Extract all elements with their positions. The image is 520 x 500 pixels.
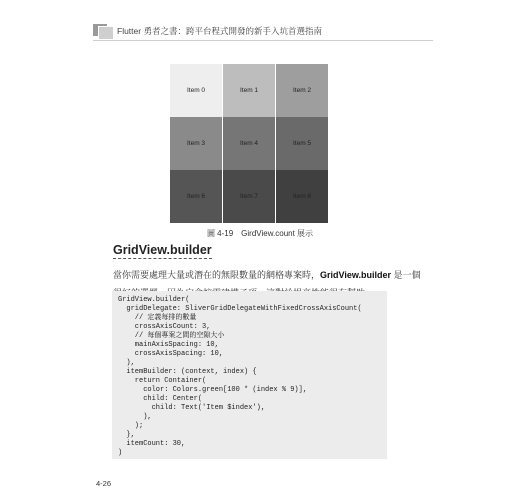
header-divider (93, 40, 433, 41)
paragraph-bold-term: GridView.builder (320, 270, 392, 280)
code-line: child: Text('Item $index'), (118, 404, 266, 412)
grid-item: Item 7 (223, 170, 275, 223)
paragraph-text: 是一個 (393, 270, 421, 280)
header-title: Flutter 勇者之書：跨平台程式開發的新手入坑首選指南 (117, 26, 322, 36)
code-line: gridDelegate: SliverGridDelegateWithFixedCrossAxisCount( (118, 305, 362, 313)
code-line: ), (118, 359, 135, 367)
code-line: ), (118, 413, 152, 421)
code-line: itemCount: 30, (118, 440, 186, 448)
code-line: color: Colors.green[100 * (index % 9)], (118, 386, 308, 394)
section-title: GridView.builder (113, 243, 212, 257)
grid-item: Item 6 (170, 170, 222, 223)
code-line: mainAxisSpacing: 10, (118, 341, 219, 349)
code-line: ); (118, 422, 144, 430)
grid-item: Item 1 (223, 64, 275, 117)
grid-item: Item 2 (276, 64, 328, 117)
code-line: GridView.builder( (118, 296, 190, 304)
figure-caption: 圖 4-19 GirdView.count 展示 (206, 229, 314, 238)
code-line: child: Center( (118, 395, 203, 403)
code-line: return Container( (118, 377, 207, 385)
grid-item: Item 0 (170, 64, 222, 117)
code-line: // 每個專案之間的空隙大小 (118, 332, 225, 340)
code-line: itemBuilder: (context, index) { (118, 368, 257, 376)
code-line: // 定義每排的數量 (118, 314, 197, 322)
grid-item: Item 5 (276, 117, 328, 170)
code-line: crossAxisCount: 3, (118, 323, 211, 331)
code-line: ) (118, 449, 123, 457)
code-line: crossAxisSpacing: 10, (118, 350, 224, 358)
grid-item: Item 8 (276, 170, 328, 223)
code-block (112, 291, 387, 459)
gridview-figure (170, 64, 328, 223)
code-line: }, (118, 431, 135, 439)
grid-item: Item 4 (223, 117, 275, 170)
grid-item: Item 3 (170, 117, 222, 170)
page-number: 4-26 (96, 479, 112, 488)
paragraph-text: 當你需要處理大量或潛在的無限數量的網格專案時， (113, 270, 321, 280)
book-icon (93, 22, 115, 38)
